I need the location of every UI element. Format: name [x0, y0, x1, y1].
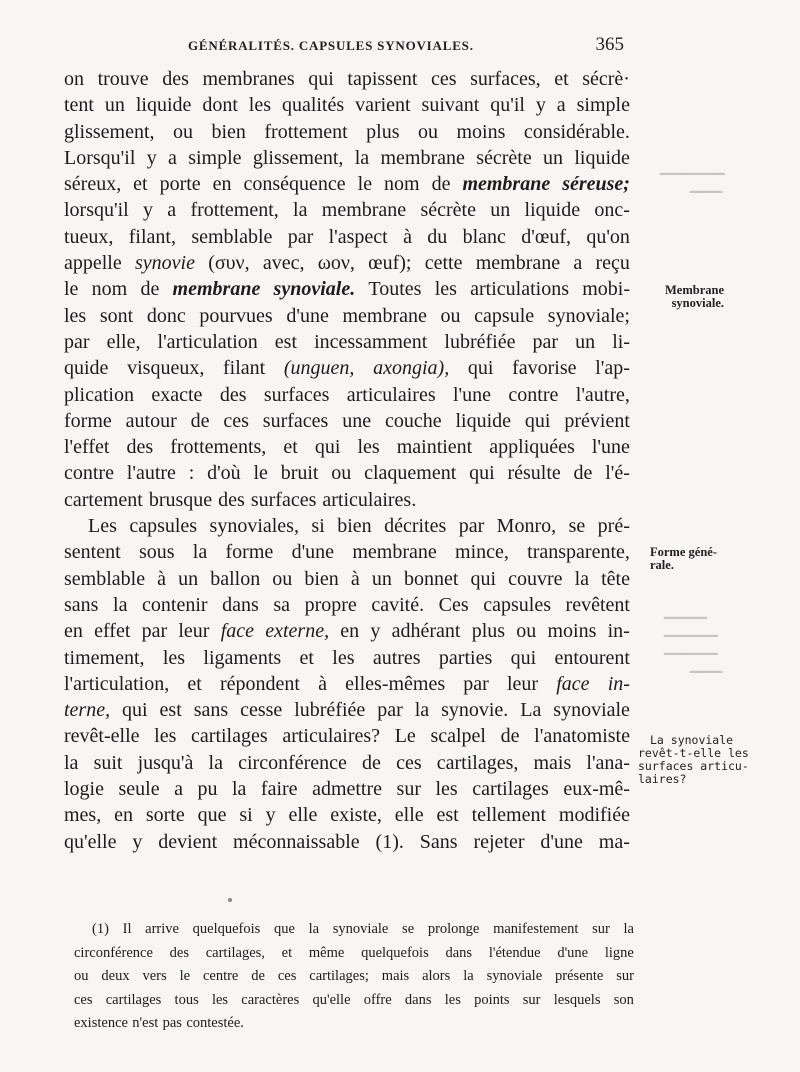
running-title: GÉNÉRALITÉS. CAPSULES SYNOVIALES.	[188, 38, 474, 53]
text-line: lorsqu'il y a frottement, la membrane sécrète un liquide onc-	[64, 199, 630, 222]
footnote-separator-mark	[228, 898, 232, 902]
text-line: la suit jusqu'à la circonférence de ces cartilages, mais l'ana-	[64, 751, 630, 774]
text-line: en effet par leur face externe, en y adhérant plus ou moins in-	[64, 620, 630, 643]
page-number: 365	[595, 34, 624, 55]
text-line: sans la contenir dans sa propre cavité. Ces capsules revêtent	[64, 593, 630, 616]
text-line: timement, les ligaments et les autres parties qui entourent	[64, 646, 630, 669]
text-line: le nom de membrane synoviale. Toutes les articulations mobi-	[64, 278, 630, 301]
margin-note-line: laires?	[638, 772, 687, 786]
running-header	[188, 34, 624, 58]
show-through-decoration: ▔▔▔▔▔▔	[660, 175, 725, 190]
footnote-line: ces cartilages tous les caractères qu'elle offre dans les points sur lesquels son	[74, 991, 634, 1008]
text-line: les sont donc pourvues d'une membrane ou capsule synoviale;	[64, 304, 630, 327]
text-line: forme autour de ces surfaces une couche liquide qui prévient	[64, 409, 630, 432]
text-line: tent un liquide dont les qualités varient suivant qu'il y a simple	[64, 94, 630, 117]
main-text	[64, 66, 630, 855]
text-line: semblable à un ballon ou bien à un bonnet qui couvre la tête	[64, 567, 630, 590]
margin-note-line: La synoviale	[650, 733, 734, 747]
footnote	[74, 918, 634, 1036]
margin-note-line: revêt-t-elle les	[638, 746, 749, 760]
text-line: on trouve des membranes qui tapissent ces surfaces, et sécrè·	[64, 68, 630, 90]
text-line: terne, qui est sans cesse lubréfiée par la synovie. La synoviale	[64, 699, 630, 722]
show-through-decoration: ▔▔▔	[690, 673, 723, 688]
show-through-decoration: ▔▔▔▔	[664, 619, 708, 634]
text-line: appelle synovie (συν, avec, ωον, œuf); cette membrane a reçu	[64, 252, 630, 275]
text-line: qu'elle y devient méconnaissable (1). Sans rejeter d'une ma-	[64, 830, 630, 853]
margin-note-membrane	[636, 284, 724, 310]
text-line: revêt-elle les cartilages articulaires? Le scalpel de l'anatomiste	[64, 725, 630, 748]
text-line: quide visqueux, filant (unguen, axongia), qui favorise l'ap-	[64, 357, 630, 380]
text-line: glissement, ou bien frottement plus ou moins considérable.	[64, 120, 630, 143]
margin-note-line: Membrane	[664, 283, 724, 297]
text-line: logie seule a pu la faire admettre sur les cartilages eux-mê-	[64, 778, 630, 801]
margin-note-line: surfaces articu-	[638, 759, 749, 773]
text-line: Les capsules synoviales, si bien décrites par Monro, se pré-	[88, 515, 630, 538]
show-through-decoration: ▔▔▔▔▔	[664, 637, 718, 652]
text-line: sentent sous la forme d'une membrane mince, transparente,	[64, 541, 630, 564]
footnote-line: circonférence des cartilages, et même quelquefois dans l'étendue d'une ligne	[74, 944, 634, 961]
show-through-decoration: ▔▔▔▔▔	[664, 655, 718, 670]
text-line: contre l'autre : d'où le bruit ou claquement qui résulte de l'é-	[64, 462, 630, 485]
footnote-line: ou deux vers le centre de ces cartilages; mais alors la synoviale présente sur	[74, 968, 634, 984]
margin-note-line: synoviale.	[671, 296, 724, 310]
text-line: l'effet des frottements, et qui les maintient appliquées l'une	[64, 436, 630, 459]
text-line: plication exacte des surfaces articulaires l'une contre l'autre,	[64, 383, 630, 406]
footnote-line: (1) Il arrive quelquefois que la synoviale se prolonge manifestement sur la	[92, 921, 634, 937]
footnote-line: existence n'est pas contestée.	[74, 1015, 244, 1031]
text-line: mes, en sorte que si y elle existe, elle est tellement modifiée	[64, 804, 630, 827]
text-line: par elle, l'articulation est incessamment lubréfiée par un li-	[64, 330, 630, 353]
text-line: séreux, et porte en conséquence le nom de membrane séreuse;	[64, 173, 630, 196]
margin-note-forme	[650, 546, 717, 572]
margin-note-revet	[638, 734, 749, 786]
text-line: tueux, filant, semblable par l'aspect à du blanc d'œuf, qu'on	[64, 225, 630, 248]
text-line: l'articulation, et répondent à elles-mêmes par leur face in-	[64, 672, 630, 695]
text-line: cartement brusque des surfaces articulaires.	[64, 488, 417, 511]
show-through-decoration: ▔▔▔	[690, 193, 723, 208]
text-line: Lorsqu'il y a simple glissement, la membrane sécrète un liquide	[64, 146, 630, 169]
margin-note-line: rale.	[650, 558, 674, 572]
margin-note-line: Forme géné-	[650, 545, 717, 559]
